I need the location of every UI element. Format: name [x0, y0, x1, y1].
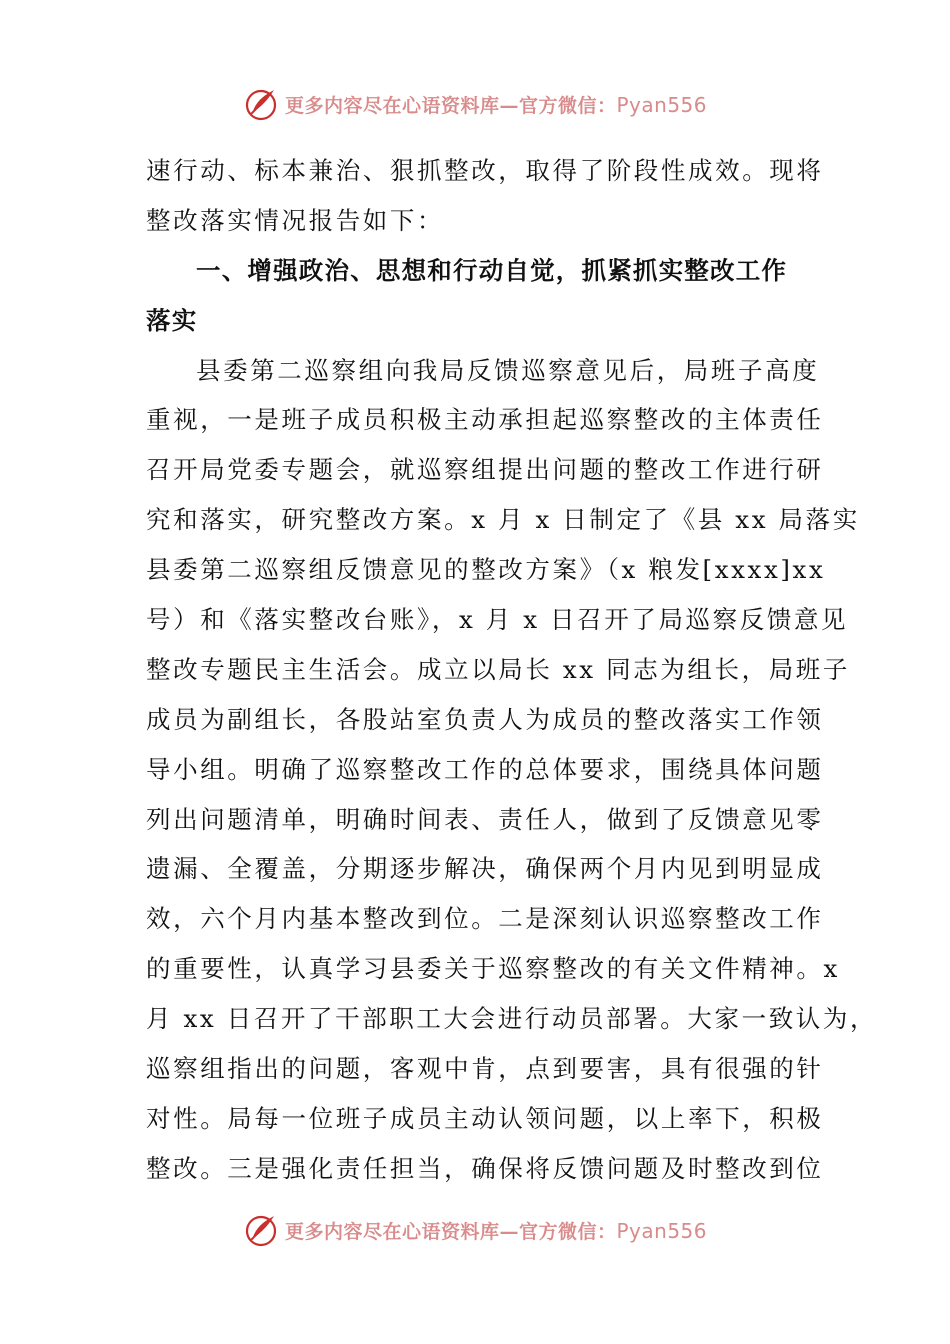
watermark-text: 更多内容尽在心语资料库—官方微信：	[284, 1220, 617, 1243]
text-line: 速行动、标本兼治、狠抓整改，取得了阶段性成效。现将	[146, 156, 824, 185]
header-watermark	[0, 82, 950, 126]
text-line: 号）和《落实整改台账》，x 月 x 日召开了局巡察反馈意见	[146, 605, 849, 635]
watermark-text: 更多内容尽在心语资料库—官方微信：	[284, 94, 617, 117]
text-line: 对性。局每一位班子成员主动认领问题，以上率下，积极	[146, 1103, 824, 1133]
text-line: 究和落实，研究整改方案。x 月 x 日制定了《县 xx 局落实	[146, 505, 860, 535]
text-line: 月 xx 日召开了干部职工大会进行动员部署。大家一致认为，	[146, 1004, 878, 1034]
paragraph-first-line: 县委第二巡察组向我局反馈巡察意见后，局班子高度	[196, 355, 820, 385]
text-line: 重视，一是班子成员积极主动承担起巡察整改的主体责任	[146, 405, 824, 435]
text-line: 遗漏、全覆盖，分期逐步解决，确保两个月内见到明显成	[146, 854, 824, 884]
text-line: 召开局党委专题会，就巡察组提出问题的整改工作进行研	[146, 455, 824, 485]
text-line: 整改。三是强化责任担当，确保将反馈问题及时整改到位	[146, 1153, 824, 1183]
watermark-wechat-id: Pyan556	[616, 92, 708, 117]
section-heading-continued: 落实	[146, 305, 198, 335]
quill-seal-icon	[243, 1212, 279, 1248]
quill-seal-icon	[243, 86, 279, 122]
section-heading: 一、增强政治、思想和行动自觉，抓紧抓实整改工作	[196, 255, 788, 285]
document-body	[146, 146, 878, 1194]
text-line: 列出问题清单，明确时间表、责任人，做到了反馈意见零	[146, 804, 824, 834]
text-line: 成员为副组长，各股站室负责人为成员的整改落实工作领	[146, 704, 824, 734]
text-line: 导小组。明确了巡察整改工作的总体要求，围绕具体问题	[146, 754, 824, 784]
text-line: 的重要性，认真学习县委关于巡察整改的有关文件精神。x	[146, 954, 840, 984]
watermark-wechat-id: Pyan556	[616, 1218, 708, 1243]
text-line: 整改专题民主生活会。成立以局长 xx 同志为组长，局班子	[146, 654, 851, 684]
text-line: 巡察组指出的问题，客观中肯，点到要害，具有很强的针	[146, 1054, 824, 1084]
footer-watermark	[0, 1208, 950, 1252]
text-line: 整改落实情况报告如下：	[146, 205, 445, 235]
text-line: 效，六个月内基本整改到位。二是深刻认识巡察整改工作	[146, 904, 824, 934]
text-line: 县委第二巡察组反馈意见的整改方案》（x 粮发[xxxx]xx	[146, 555, 826, 585]
